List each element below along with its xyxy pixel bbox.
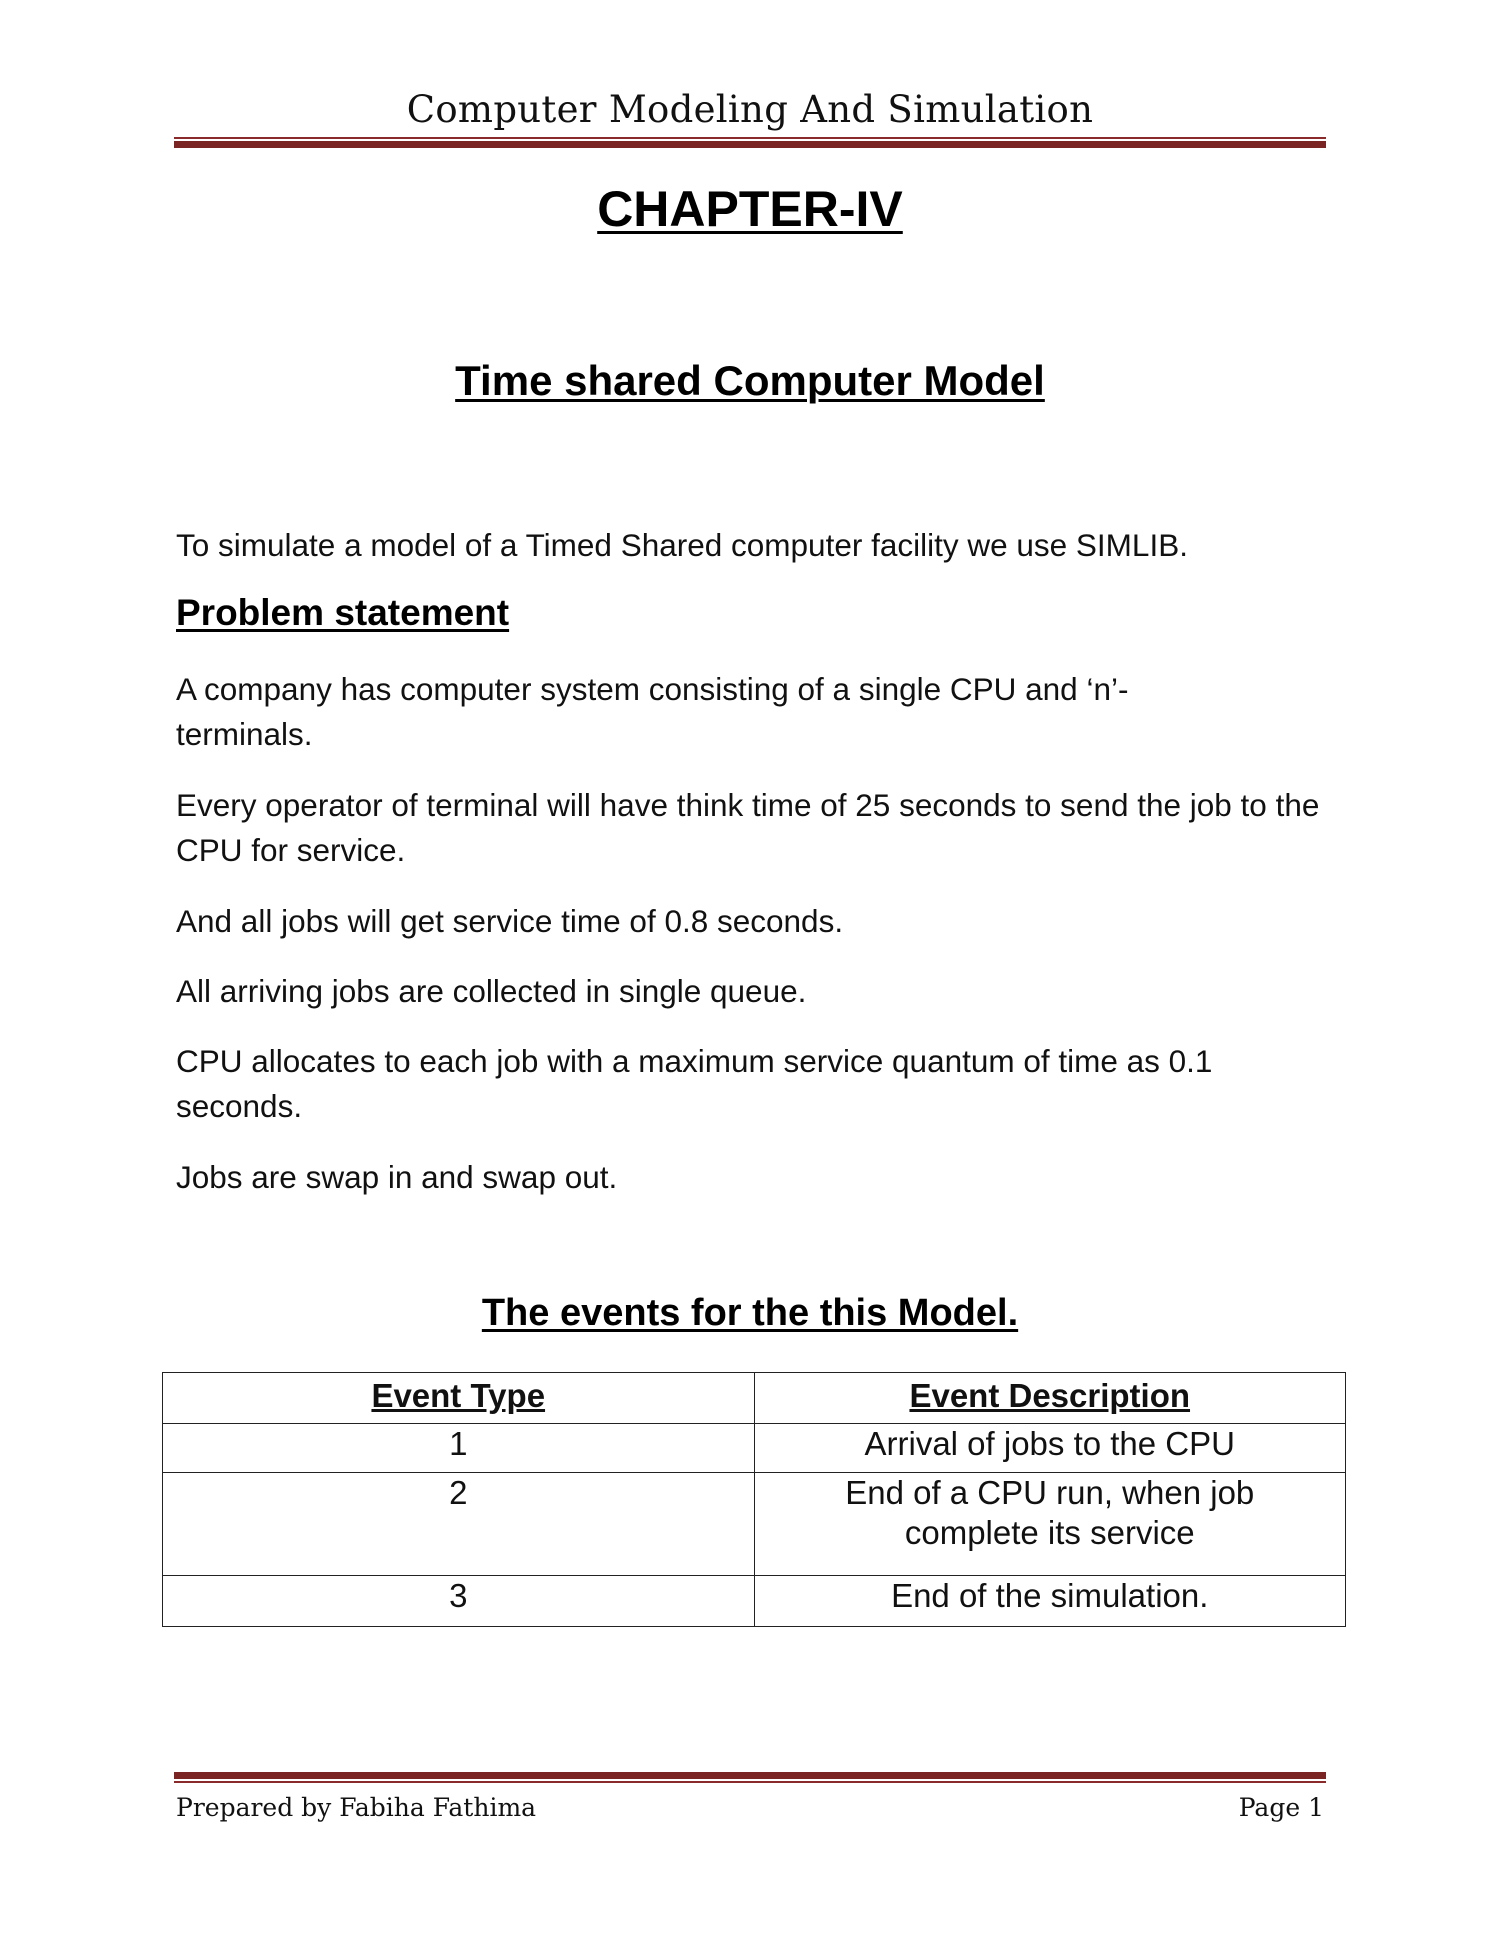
problem-paragraph: All arriving jobs are collected in single queue. bbox=[176, 973, 807, 1009]
events-table bbox=[162, 1372, 1346, 1627]
event-description-cell: End of the simulation. bbox=[754, 1576, 1346, 1627]
running-header: Computer Modeling And Simulation bbox=[406, 88, 1094, 131]
problem-paragraph: A company has computer system consisting of a single CPU and ‘n’-terminals. bbox=[176, 671, 1129, 752]
column-header: Event Description bbox=[754, 1373, 1346, 1424]
event-type-cell: 1 bbox=[163, 1424, 755, 1473]
chapter-heading: CHAPTER-IV bbox=[597, 181, 903, 237]
table-row bbox=[163, 1473, 1346, 1576]
table-row bbox=[163, 1424, 1346, 1473]
problem-paragraph: Every operator of terminal will have think time of 25 seconds to send the job to the CPU for service. bbox=[176, 787, 1320, 868]
model-title: Time shared Computer Model bbox=[455, 357, 1045, 404]
column-header: Event Type bbox=[163, 1373, 755, 1424]
event-description-cell: Arrival of jobs to the CPU bbox=[754, 1424, 1346, 1473]
problem-paragraph: And all jobs will get service time of 0.8 seconds. bbox=[176, 903, 844, 939]
footer-author: Prepared by Fabiha Fathima bbox=[176, 1793, 537, 1822]
event-type-cell: 3 bbox=[163, 1576, 755, 1627]
intro-paragraph: To simulate a model of a Timed Shared computer facility we use SIMLIB. bbox=[176, 527, 1188, 563]
events-title: The events for the this Model. bbox=[481, 1292, 1019, 1334]
event-description-cell: End of a CPU run, when job complete its service bbox=[754, 1473, 1346, 1576]
event-type-cell: 2 bbox=[163, 1473, 755, 1576]
footer-rule-thick bbox=[174, 1772, 1326, 1779]
header-rule-thin bbox=[174, 137, 1326, 139]
table-header-row bbox=[163, 1373, 1346, 1424]
problem-heading: Problem statement bbox=[176, 592, 510, 633]
footer-rule-thin bbox=[174, 1781, 1326, 1783]
problem-paragraph: CPU allocates to each job with a maximum service quantum of time as 0.1 seconds. bbox=[176, 1043, 1213, 1124]
problem-paragraph: Jobs are swap in and swap out. bbox=[176, 1159, 618, 1195]
header-rule-thick bbox=[174, 141, 1326, 148]
table-row bbox=[163, 1576, 1346, 1627]
footer-page-number: Page 1 bbox=[1238, 1793, 1324, 1822]
